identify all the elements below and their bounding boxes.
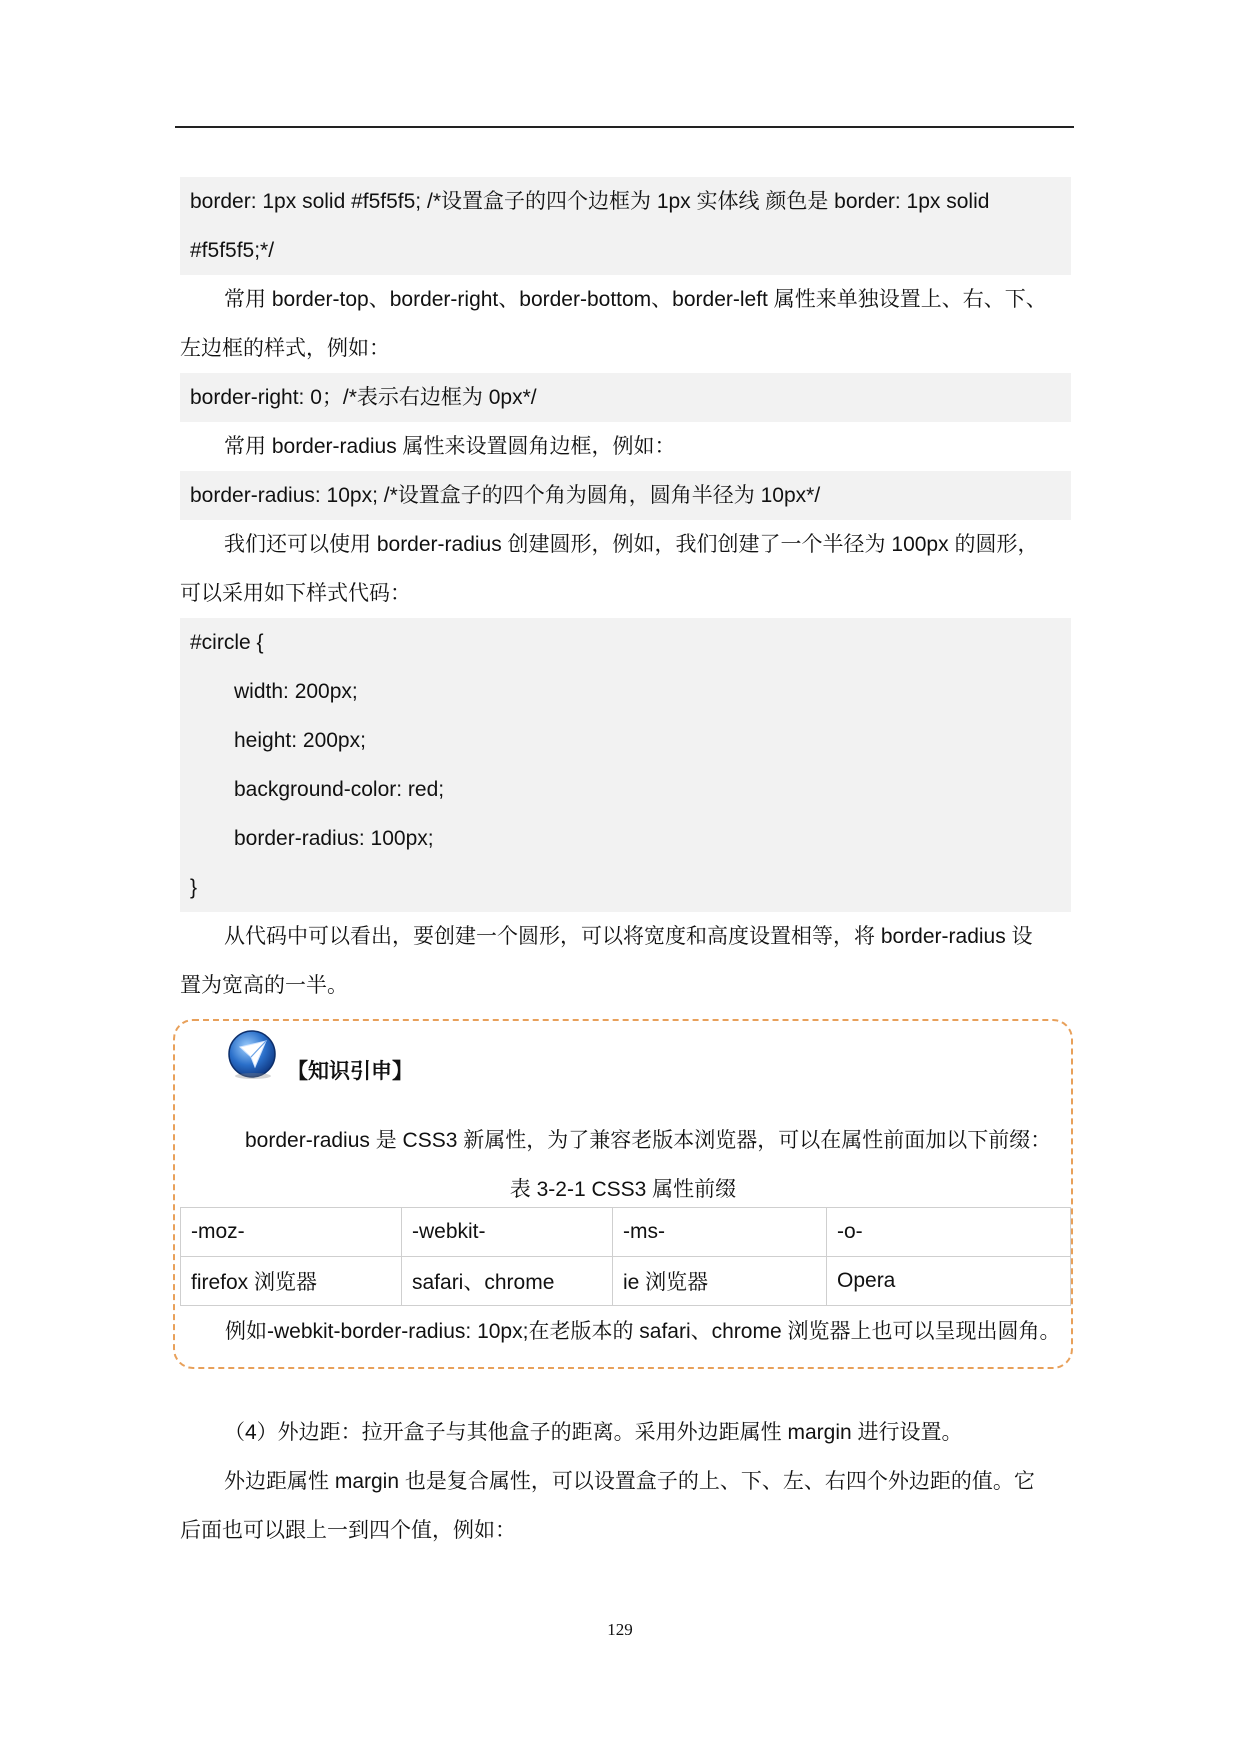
code-line: height: 200px; xyxy=(234,729,366,752)
knowledge-callout xyxy=(173,1019,1073,1369)
callout-example: 例如-webkit-border-radius: 10px;在老版本的 safari、chrome 浏览器上也可以呈现出圆角。 xyxy=(225,1320,1061,1343)
code-line: border-right: 0；/*表示右边框为 0px*/ xyxy=(190,386,537,409)
code-block-circle xyxy=(180,618,1071,912)
table-cell: safari、chrome xyxy=(402,1257,613,1306)
callout-title: 【知识引申】 xyxy=(287,1060,413,1083)
code-line: #circle { xyxy=(190,631,264,654)
code-line: background-color: red; xyxy=(234,778,445,801)
table-cell: -webkit- xyxy=(402,1208,613,1257)
table-row xyxy=(181,1208,1071,1257)
code-line: border-radius: 100px; xyxy=(234,827,434,850)
code-line: width: 200px; xyxy=(234,680,358,703)
table-cell: ie 浏览器 xyxy=(613,1257,827,1306)
table-cell: firefox 浏览器 xyxy=(181,1257,402,1306)
table-cell: Opera xyxy=(827,1257,1071,1306)
code-line: border-radius: 10px; /*设置盒子的四个角为圆角，圆角半径为 10px*/ xyxy=(190,484,821,507)
table-cell: -ms- xyxy=(613,1208,827,1257)
table-row xyxy=(181,1257,1071,1306)
paragraph-circle xyxy=(180,520,1071,618)
code-block-border-right xyxy=(180,373,1071,422)
callout-text: border-radius 是 CSS3 新属性，为了兼容老版本浏览器，可以在属性前面加以下前缀： xyxy=(245,1129,1052,1152)
paragraph-border-sides xyxy=(180,275,1071,373)
header-rule xyxy=(175,126,1074,128)
table-cell: -moz- xyxy=(181,1208,402,1257)
text-line: 从代码中可以看出，要创建一个圆形，可以将宽度和高度设置相等，将 border-radius 设 xyxy=(224,925,1033,948)
paragraph-margin xyxy=(180,1408,1071,1457)
text-line: 我们还可以使用 border-radius 创建圆形，例如，我们创建了一个半径为 100px 的圆形， xyxy=(224,533,1039,556)
text-line: 置为宽高的一半。 xyxy=(180,974,348,997)
code-block-border xyxy=(180,177,1071,275)
text-line: 常用 border-radius 属性来设置圆角边框，例如： xyxy=(224,435,676,458)
code-line: border: 1px solid #f5f5f5; /*设置盒子的四个边框为 1px 实体线 颜色是 border: 1px solid xyxy=(190,190,990,213)
prefix-table xyxy=(180,1207,1071,1306)
code-line: #f5f5f5;*/ xyxy=(190,239,275,262)
paragraph-margin-values xyxy=(180,1457,1071,1555)
paragraph-circle-explanation xyxy=(180,912,1071,1010)
table-caption: 表 3-2-1 CSS3 属性前缀 xyxy=(509,1178,737,1201)
page-number: 129 xyxy=(607,1620,633,1639)
paragraph-border-radius xyxy=(180,422,1071,471)
code-line: } xyxy=(190,876,198,899)
table-cell: -o- xyxy=(827,1208,1071,1257)
text-line: 左边框的样式，例如： xyxy=(180,337,390,360)
text-line: 后面也可以跟上一到四个值，例如： xyxy=(180,1519,516,1542)
text-line: 常用 border-top、border-right、border-bottom、border-left 属性来单独设置上、右、下、 xyxy=(224,288,1047,311)
text-line: 可以采用如下样式代码： xyxy=(180,582,411,605)
text-line: （4）外边距：拉开盒子与其他盒子的距离。采用外边距属性 margin 进行设置。 xyxy=(224,1421,963,1444)
paper-plane-icon xyxy=(227,1029,279,1081)
text-line: 外边距属性 margin 也是复合属性，可以设置盒子的上、下、左、右四个外边距的值。它 xyxy=(224,1470,1035,1493)
code-block-border-radius xyxy=(180,471,1071,520)
